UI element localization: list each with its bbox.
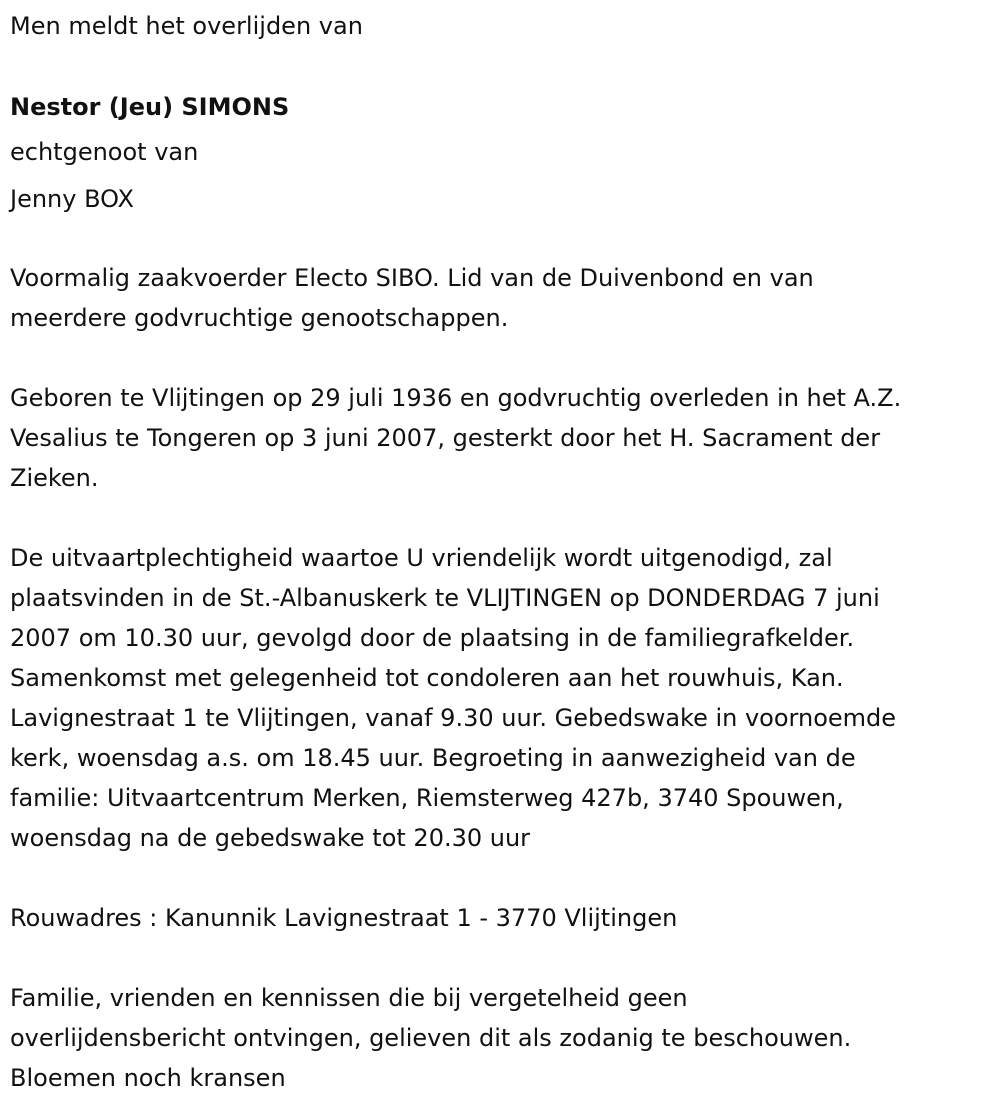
deceased-name: Nestor (Jeu) SIMONS [10,93,290,121]
closing-line: Familie, vrienden en kennissen die bij vergetelheid geen [10,984,688,1012]
funeral-line: familie: Uitvaartcentrum Merken, Riemsterweg 427b, 3740 Spouwen, [10,784,844,812]
spouse-label: echtgenoot van [10,138,199,166]
closing-paragraph [10,978,1000,1098]
intro-text: Men meldt het overlijden van [10,12,363,40]
funeral-line: 2007 om 10.30 uur, gevolgd door de plaatsing in de familiegrafkelder. [10,624,855,652]
closing-line: overlijdensbericht ontvingen, gelieven dit als zodanig te beschouwen. [10,1024,852,1052]
spacer [10,222,1000,258]
mourning-address: Rouwadres : Kanunnik Lavignestraat 1 - 3770 Vlijtingen [10,904,678,932]
spacer [10,498,1000,538]
spacer [10,858,1000,898]
bio-line: meerdere godvruchtige genootschappen. [10,304,509,332]
funeral-line: De uitvaartplechtigheid waartoe U vriendelijk wordt uitgenodigd, zal [10,544,833,572]
funeral-line: kerk, woensdag a.s. om 18.45 uur. Begroeting in aanwezigheid van de [10,744,856,772]
birth-death-line: Vesalius te Tongeren op 3 juni 2007, gesterkt door het H. Sacrament der [10,424,881,452]
funeral-line: Lavignestraat 1 te Vlijtingen, vanaf 9.30 uur. Gebedswake in voornoemde [10,704,897,732]
spacer [10,46,1000,86]
closing-line: Bloemen noch kransen [10,1064,286,1092]
bio-line: Voormalig zaakvoerder Electo SIBO. Lid van de Duivenbond en van [10,264,814,292]
funeral-line: woensdag na de gebedswake tot 20.30 uur [10,824,531,852]
spacer [10,338,1000,378]
bio-paragraph [10,258,1000,338]
funeral-paragraph [10,538,1000,858]
funeral-line: plaatsvinden in de St.-Albanuskerk te VLIJTINGEN op DONDERDAG 7 juni [10,584,880,612]
birth-death-paragraph [10,378,1000,498]
spacer [10,938,1000,978]
spouse-name: Jenny BOX [10,185,134,213]
birth-death-line: Geboren te Vlijtingen op 29 juli 1936 en godvruchtig overleden in het A.Z. [10,384,902,412]
funeral-line: Samenkomst met gelegenheid tot condoleren aan het rouwhuis, Kan. [10,664,844,692]
deceased-block [10,86,1000,128]
birth-death-line: Zieken. [10,464,99,492]
